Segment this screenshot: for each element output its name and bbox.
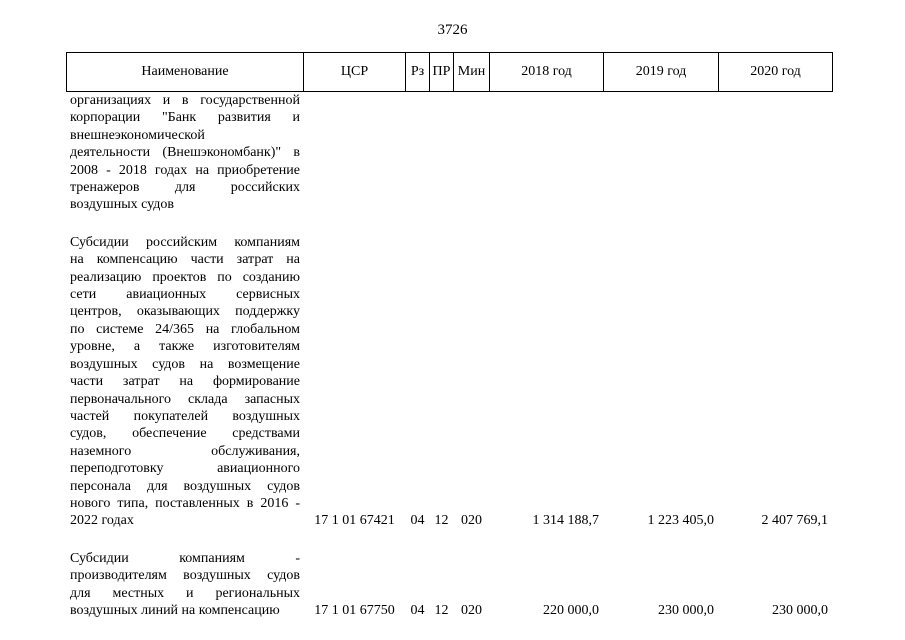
spacer-cell	[719, 214, 833, 234]
row-y2020-cell: 230 000,0	[772, 602, 828, 618]
spacer-cell	[67, 214, 304, 234]
table-row	[67, 550, 833, 620]
row-pr-cell: 12	[434, 602, 449, 618]
table-header-row	[67, 53, 833, 92]
row-rz-cell: 04	[410, 602, 425, 618]
row-name-line: уровне, а также изготовителям	[70, 339, 300, 355]
spacer-cell	[67, 530, 304, 550]
row-name-line: частей покупателей воздушных	[70, 408, 300, 424]
row-min-cell: 020	[461, 513, 482, 529]
row-csr-cell: 17 1 01 67750	[314, 602, 395, 618]
header-rz: Рз	[406, 53, 430, 92]
spacer-cell	[490, 530, 604, 550]
row-name-line: реализацию проектов по созданию	[70, 269, 300, 285]
row-name-line: переподготовку авиационного	[70, 461, 300, 477]
row-name-line: судов, обеспечение средствами	[70, 426, 300, 442]
spacer-cell	[430, 530, 454, 550]
row-name-line: по системе 24/365 на глобальном	[70, 321, 300, 337]
row-y2019-cell: 1 223 405,0	[647, 513, 714, 529]
table-row	[67, 234, 833, 530]
row-spacer	[67, 530, 833, 550]
row-min-cell: 020	[461, 602, 482, 618]
spacer-cell	[604, 530, 719, 550]
spacer-cell	[454, 214, 490, 234]
row-rz-cell: 04	[410, 513, 425, 529]
row-y2019-cell: 230 000,0	[658, 602, 714, 618]
row-name-line: тренажеров для российских	[70, 180, 300, 196]
row-y2018-cell: 220 000,0	[543, 602, 599, 618]
page-number: 3726	[437, 22, 468, 38]
row-name-line: корпорации "Банк развития и	[70, 110, 300, 126]
row-name-line: деятельности (Внешэкономбанк)" в	[70, 145, 300, 161]
header-pr: ПР	[430, 53, 454, 92]
row-y2020-cell	[719, 92, 833, 214]
row-y2020-cell: 2 407 769,1	[761, 513, 828, 529]
row-name-line: производителям воздушных судов	[70, 568, 300, 584]
table-row	[67, 92, 833, 214]
row-name-line: персонала для воздушных судов	[70, 478, 300, 494]
row-csr-cell: 17 1 01 67421	[314, 513, 395, 529]
header-2018: 2018 год	[490, 53, 604, 92]
spacer-cell	[604, 214, 719, 234]
budget-table	[66, 52, 833, 619]
spacer-cell	[454, 530, 490, 550]
row-name-line: воздушных судов на возмещение	[70, 356, 300, 372]
row-spacer	[67, 214, 833, 234]
row-name-line: 2008 - 2018 годах на приобретение	[70, 162, 300, 178]
row-name-line: 2022 годах	[70, 513, 134, 529]
table-body	[67, 92, 833, 620]
row-name-line: Субсидии компаниям -	[70, 550, 300, 566]
row-name-line: части затрат на формирование	[70, 374, 300, 390]
row-pr-cell	[430, 92, 454, 214]
row-name-line: центров, оказывающих поддержку	[70, 304, 300, 320]
spacer-cell	[490, 214, 604, 234]
header-min: Мин	[454, 53, 490, 92]
spacer-cell	[406, 214, 430, 234]
row-name-line: воздушных судов	[70, 197, 174, 213]
row-name-cell	[67, 92, 304, 214]
row-name-cell	[67, 234, 304, 530]
spacer-cell	[430, 214, 454, 234]
header-2019: 2019 год	[604, 53, 719, 92]
spacer-cell	[406, 530, 430, 550]
row-y2018-cell	[490, 92, 604, 214]
row-pr-cell: 12	[434, 513, 449, 529]
row-name-line: на компенсацию части затрат на	[70, 252, 300, 268]
row-name-line: первоначального склада запасных	[70, 391, 300, 407]
row-name-line: воздушных линий на компенсацию	[70, 602, 280, 618]
header-name: Наименование	[67, 53, 304, 92]
row-min-cell	[454, 92, 490, 214]
row-name-line: наземного обслуживания,	[70, 443, 300, 459]
row-y2018-cell: 1 314 188,7	[532, 513, 599, 529]
header-csr: ЦСР	[304, 53, 406, 92]
row-name-line: для местных и региональных	[70, 585, 300, 601]
spacer-cell	[304, 530, 406, 550]
row-name-line: внешнеэкономической	[70, 127, 205, 143]
row-name-line: организациях и в государственной	[70, 93, 300, 108]
row-name-line: сети авиационных сервисных	[70, 287, 300, 303]
row-y2019-cell	[604, 92, 719, 214]
row-rz-cell	[406, 92, 430, 214]
row-csr-cell	[304, 92, 406, 214]
header-2020: 2020 год	[719, 53, 833, 92]
spacer-cell	[304, 214, 406, 234]
row-name-cell	[67, 550, 304, 620]
row-name-line: нового типа, поставленных в 2016 -	[70, 495, 300, 511]
row-name-line: Субсидии российским компаниям	[70, 234, 300, 250]
spacer-cell	[719, 530, 833, 550]
